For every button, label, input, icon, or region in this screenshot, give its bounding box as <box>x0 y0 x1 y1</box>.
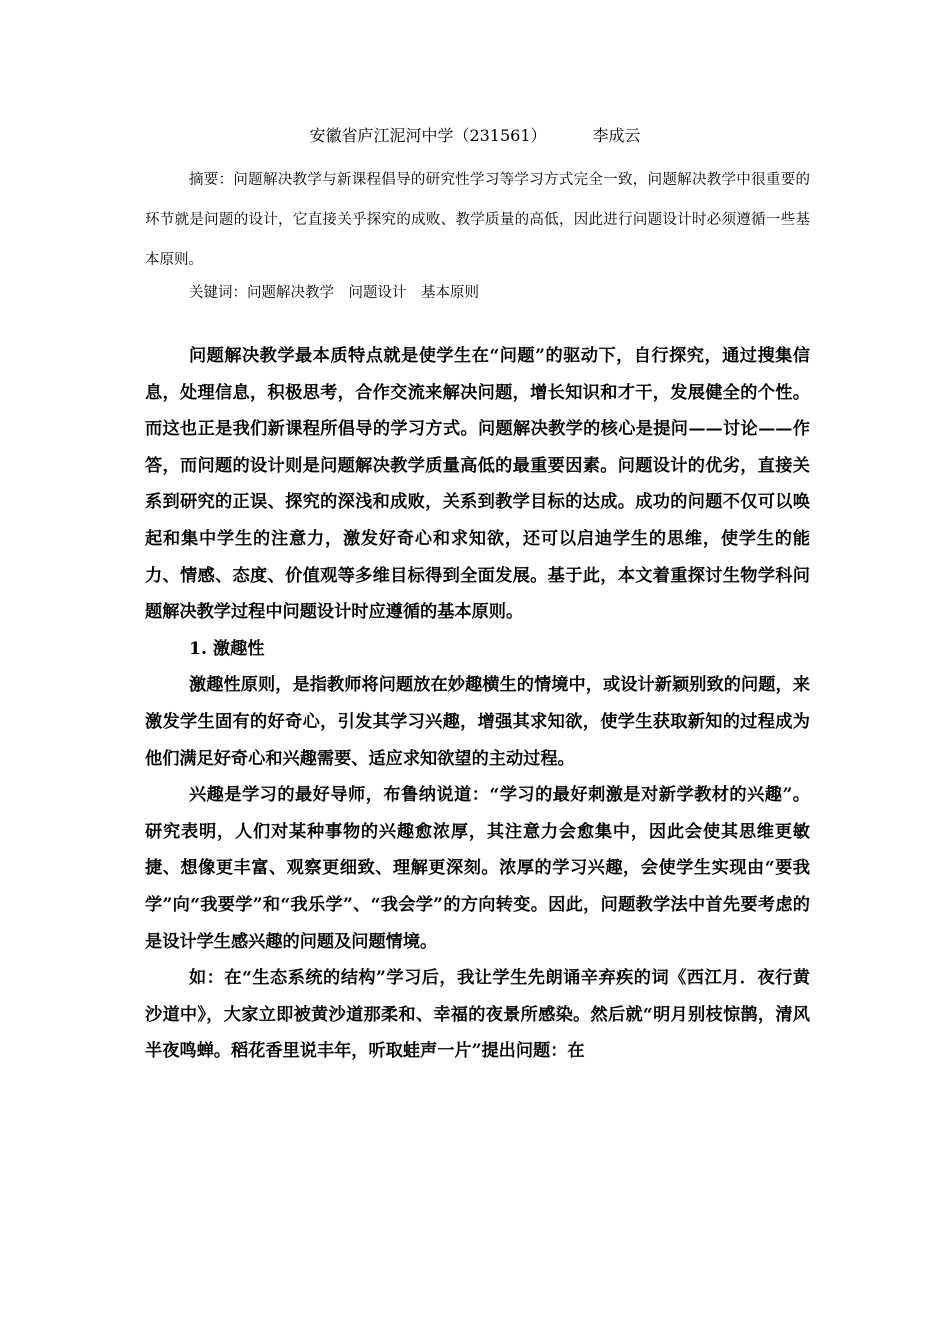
school-name: 安徽省庐江泥河中学（231561） <box>309 126 547 145</box>
section-heading: 1. 激趣性 <box>189 638 265 659</box>
author-name: 李成云 <box>592 126 641 145</box>
intro-paragraph: 问题解决教学最本质特点就是使学生在“问题”的驱动下，自行探究，通过搜集信息，处理信息，积极思考，合作交流来解决问题，增长知识和才干，发展健全的个性。而这也正是我们新课程所倡导的学习方式。问题解决教学的核心是提问——讨论——作答，而问题的设计则是问题解决教学质量高低的最重要因素。问题设计的优劣，直接关系到研究的正误、探究的深浅和成败，关系到教学目标的达成。成功的问题不仅可以唤起和集中学生的注意力，激发好奇心和求知欲，还可以启迪学生的思维，使学生的能力、情感、态度、价值观等多维目标得到全面发展。基于此，本文着重探讨生物学科问题解决教学过程中问题设计时应遵循的基本原则。 <box>145 346 810 623</box>
keywords: 关键词：问题解决教学 问题设计 基本原则 <box>189 285 479 301</box>
byline <box>0 124 950 148</box>
abstract: 摘要：问题解决教学与新课程倡导的研究性学习等学习方式完全一致，问题解决教学中很重要的环节就是问题的设计，它直接关乎探究的成败、教学质量的高低，因此进行问题设计时必须遵循一些基本原则。 <box>145 172 810 268</box>
body-paragraph: 兴趣是学习的最好导师，布鲁纳说道：“学习的最好刺激是对新学教材的兴趣”。研究表明，人们对某种事物的兴趣愈浓厚，其注意力会愈集中，因此会使其思维更敏捷、想像更丰富、观察更细致、理解更深刻。浓厚的学习兴趣，会使学生实现由“要我学”向“我要学”和“我乐学”、“我会学”的方向转变。因此，问题教学法中首先要考虑的是设计学生感兴趣的问题及问题情境。 <box>145 785 810 952</box>
body-text <box>145 338 810 1070</box>
body-paragraph: 激趣性原则，是指教师将问题放在妙趣横生的情境中，或设计新颖别致的问题，来激发学生固有的好奇心，引发其学习兴趣，增强其求知欲，使学生获取新知的过程成为他们满足好奇心和兴趣需要、适应求知欲望的主动过程。 <box>145 675 810 769</box>
body-paragraph: 如：在“生态系统的结构”学习后，我让学生先朗诵辛弃疾的词《西江月．夜行黄沙道中》，大家立即被黄沙道那柔和、幸福的夜景所感染。然后就“明月别枝惊鹊，清风半夜鸣蝉。稻花香里说丰年，听取蛙声一片”提出问题：在 <box>145 968 810 1062</box>
